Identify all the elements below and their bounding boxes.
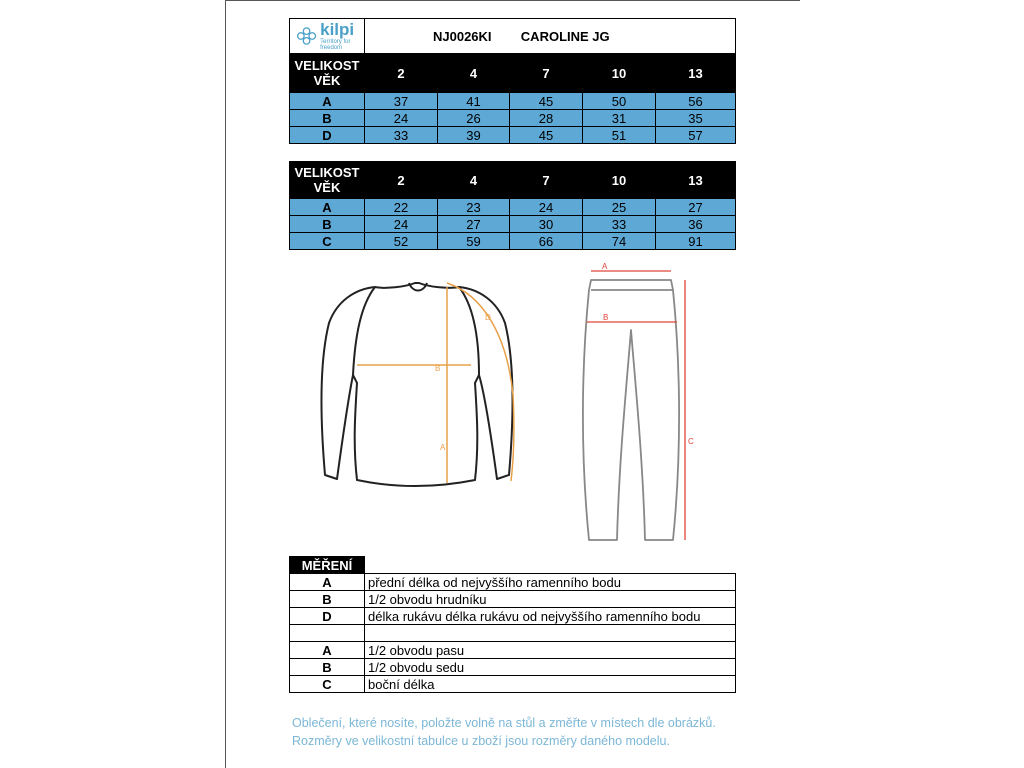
cell: 59 xyxy=(438,233,510,250)
pants-measure-a xyxy=(591,262,671,271)
cell: 23 xyxy=(438,199,510,216)
table-row xyxy=(290,625,736,642)
table-row xyxy=(290,233,736,250)
shirt-measure-a xyxy=(440,287,447,483)
measure-desc: přední délka od nejvyššího ramenního bodu xyxy=(365,574,736,591)
measure-letter: B xyxy=(290,659,365,676)
cell: 28 xyxy=(510,110,583,127)
cell: 74 xyxy=(583,233,656,250)
cell: 33 xyxy=(583,216,656,233)
measurement-header-blank xyxy=(365,557,736,574)
product-code: NJ0026KI xyxy=(433,28,492,44)
measure-letter: D xyxy=(290,608,365,625)
cell: 27 xyxy=(656,199,736,216)
cell: 57 xyxy=(656,127,736,144)
footer-note-line-2: Rozměry ve velikostní tabulce u zboží jsou rozměry daného modelu. xyxy=(292,734,670,748)
page-border-left xyxy=(225,0,226,768)
brand-tagline: Territory for freedom xyxy=(320,39,351,51)
cell: 56 xyxy=(656,93,736,110)
header-label-size: VELIKOST xyxy=(294,165,360,180)
cell: 36 xyxy=(656,216,736,233)
pants-measure-b xyxy=(587,313,677,322)
table-row xyxy=(290,216,736,233)
size-header-label xyxy=(290,54,365,93)
cell: 66 xyxy=(510,233,583,250)
cell: 31 xyxy=(583,110,656,127)
footer-note-line-1: Oblečení, které nosíte, položte volně na stůl a změřte v místech dle obrázků. xyxy=(292,716,716,730)
pants-measure-c xyxy=(685,280,694,540)
header-label-age: VĚK xyxy=(313,73,341,88)
cell: 30 xyxy=(510,216,583,233)
row-label: D xyxy=(290,127,365,144)
measure-desc: boční délka xyxy=(365,676,736,693)
shirt-label-d: D xyxy=(485,313,491,322)
shirt-diagram xyxy=(315,275,525,495)
pants-diagram xyxy=(575,260,705,550)
table-row xyxy=(290,199,736,216)
cell: 51 xyxy=(583,127,656,144)
cell: 35 xyxy=(656,110,736,127)
cell: 50 xyxy=(583,93,656,110)
cell: 24 xyxy=(365,216,438,233)
size-col: 7 xyxy=(510,54,583,93)
cell: 22 xyxy=(365,199,438,216)
brand-logo xyxy=(290,19,365,54)
header-label-size: VELIKOST xyxy=(294,58,360,73)
size-col: 4 xyxy=(438,162,510,199)
cell: 24 xyxy=(510,199,583,216)
measurement-title: MĚŘENÍ xyxy=(290,557,365,574)
header-label-age: VĚK xyxy=(313,180,341,195)
shirt-outline xyxy=(322,283,513,486)
cell: 25 xyxy=(583,199,656,216)
size-col: 10 xyxy=(583,54,656,93)
table-row xyxy=(290,642,736,659)
cell: 26 xyxy=(438,110,510,127)
table-title-row xyxy=(290,19,736,54)
size-table-bottom xyxy=(289,161,736,250)
measure-letter: C xyxy=(290,676,365,693)
row-label: B xyxy=(290,110,365,127)
measure-letter: A xyxy=(290,642,365,659)
cell: 39 xyxy=(438,127,510,144)
size-col: 13 xyxy=(656,162,736,199)
pants-label-a: A xyxy=(602,262,608,271)
measurement-table xyxy=(289,556,736,693)
table-row xyxy=(290,608,736,625)
size-col: 7 xyxy=(510,162,583,199)
shirt-label-a: A xyxy=(440,443,446,452)
table-row xyxy=(290,574,736,591)
cell: 45 xyxy=(510,127,583,144)
measure-letter xyxy=(290,625,365,642)
kilpi-flower-icon xyxy=(296,24,317,48)
shirt-measure-b xyxy=(357,364,471,373)
pants-label-b: B xyxy=(603,313,609,322)
table-row xyxy=(290,591,736,608)
table-row xyxy=(290,127,736,144)
measure-desc: 1/2 obvodu sedu xyxy=(365,659,736,676)
table-row xyxy=(290,110,736,127)
measure-desc: 1/2 obvodu hrudníku xyxy=(365,591,736,608)
pants-label-c: C xyxy=(688,437,694,446)
size-col: 10 xyxy=(583,162,656,199)
cell: 52 xyxy=(365,233,438,250)
cell: 37 xyxy=(365,93,438,110)
row-label: B xyxy=(290,216,365,233)
size-table-top xyxy=(289,18,736,144)
product-title xyxy=(365,19,736,54)
row-label: A xyxy=(290,93,365,110)
page-border-top xyxy=(225,0,800,1)
cell: 41 xyxy=(438,93,510,110)
size-header-row xyxy=(290,54,736,93)
pants-outline xyxy=(583,280,679,540)
size-col: 4 xyxy=(438,54,510,93)
measure-desc xyxy=(365,625,736,642)
size-header-label xyxy=(290,162,365,199)
cell: 24 xyxy=(365,110,438,127)
cell: 33 xyxy=(365,127,438,144)
shirt-label-b: B xyxy=(435,364,441,373)
size-col: 2 xyxy=(365,54,438,93)
size-col: 2 xyxy=(365,162,438,199)
brand-name: kilpi xyxy=(320,20,355,39)
product-name: CAROLINE JG xyxy=(520,28,610,44)
table-row xyxy=(290,676,736,693)
measure-letter: B xyxy=(290,591,365,608)
cell: 45 xyxy=(510,93,583,110)
measure-desc: délka rukávu délka rukávu od nejvyššího ramenního bodu xyxy=(365,608,736,625)
size-header-row xyxy=(290,162,736,199)
size-col: 13 xyxy=(656,54,736,93)
measure-letter: A xyxy=(290,574,365,591)
table-row xyxy=(290,659,736,676)
cell: 91 xyxy=(656,233,736,250)
measure-desc: 1/2 obvodu pasu xyxy=(365,642,736,659)
row-label: A xyxy=(290,199,365,216)
row-label: C xyxy=(290,233,365,250)
table-row xyxy=(290,93,736,110)
cell: 27 xyxy=(438,216,510,233)
measurement-header-row xyxy=(290,557,736,574)
